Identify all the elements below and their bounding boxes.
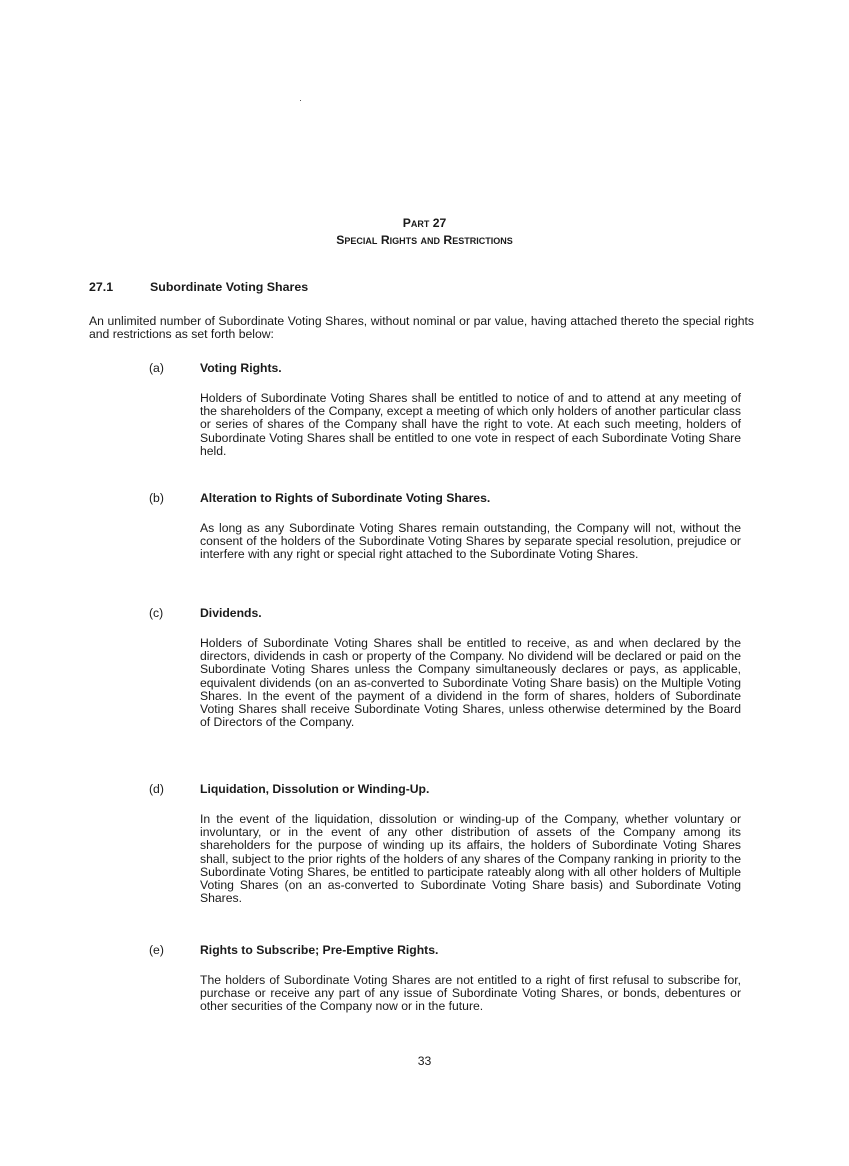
- clause-body: Holders of Subordinate Voting Shares shall be entitled to notice of and to attend at any meeting of the shareholders of the Company, except a meeting of which only holders of another particular class or series of shares of the Company shall have the right to vote. At each such meeting, holders of Subordinate Voting Shares shall be entitled to one vote in respect of each Subordinate Voting Share held.: [200, 391, 741, 458]
- clause-body: Holders of Subordinate Voting Shares shall be entitled to receive, as and when declared by the directors, dividends in cash or property of the Company. No dividend will be declared or paid on the Subordinate Voting Shares unless the Company simultaneously declares or pays, as applicable, equivalent dividends (on an as-converted to Subordinate Voting Share basis) on the Multiple Voting Shares. In the event of the payment of a dividend in the form of shares, holders of Subordinate Voting Shares shall receive Subordinate Voting Shares, unless otherwise determined by the Board of Directors of the Company.: [200, 636, 741, 730]
- page-number: 33: [417, 1054, 432, 1068]
- clause-title: Voting Rights.: [200, 361, 282, 375]
- section-heading: [89, 281, 308, 294]
- part-heading: Part 27: [402, 216, 447, 230]
- clause-title: Rights to Subscribe; Pre-Emptive Rights.: [200, 943, 439, 957]
- clause-title: Alteration to Rights of Subordinate Voting Shares.: [200, 491, 491, 505]
- clause-body: In the event of the liquidation, dissolution or winding-up of the Company, whether voluntary or involuntary, or in the event of any other distribution of assets of the Company among its shareholders for the purpose of winding up its affairs, the holders of Subordinate Voting Shares shall, subject to the prior rights of the holders of any shares of the Company ranking in priority to the Subordinate Voting Shares, be entitled to participate rateably along with all other holders of Multiple Voting Shares (on an as-converted to Subordinate Voting Share basis) and Subordinate Voting Shares.: [200, 812, 741, 906]
- clause-label: (b): [149, 491, 164, 505]
- clause-title: Dividends.: [200, 606, 262, 620]
- section-title: Subordinate Voting Shares: [150, 280, 309, 294]
- clause-body: The holders of Subordinate Voting Shares are not entitled to a right of first refusal to subscribe for, purchase or receive any part of any issue of Subordinate Voting Shares, or bonds, debentures or other securities of the Company now or in the future.: [200, 973, 741, 1014]
- clause-title: Liquidation, Dissolution or Winding-Up.: [200, 782, 430, 796]
- section-intro: An unlimited number of Subordinate Voting Shares, without nominal or par value, having attached thereto the special rights and restrictions as set forth below:: [89, 314, 754, 342]
- clause-label: (d): [149, 782, 164, 796]
- section-number: 27.1: [89, 280, 114, 294]
- part-title: Special Rights and Restrictions: [336, 233, 513, 247]
- clause-body: As long as any Subordinate Voting Shares remain outstanding, the Company will not, without the consent of the holders of the Subordinate Voting Shares by separate special resolution, prejudice or interfere with any right or special right attached to the Subordinate Voting Shares.: [200, 521, 741, 562]
- clause-label: (e): [149, 943, 164, 957]
- clause-label: (c): [149, 606, 164, 620]
- clause-label: (a): [149, 361, 164, 375]
- stray-mark: [300, 100, 301, 101]
